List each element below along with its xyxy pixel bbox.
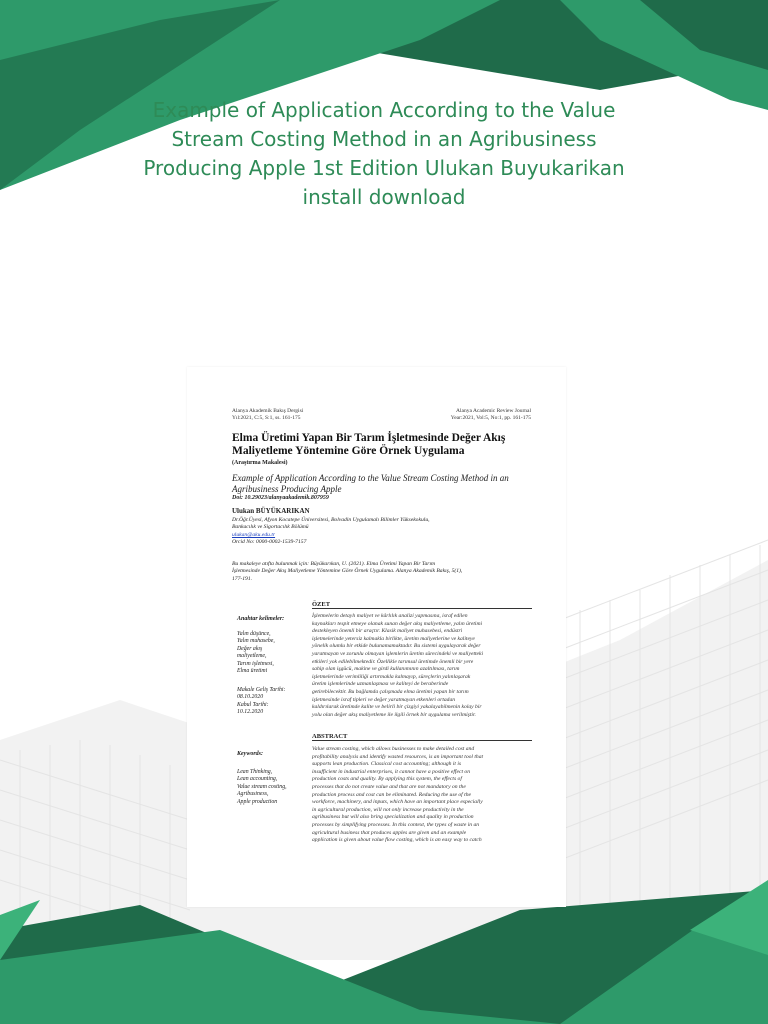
ozet-line: etkileri yok edilebilmektedir. Özellikle tarımsal üretimde önemli bir yere [312,658,474,665]
header-left-line: Yıl:2021, C:5, S:1, ss. 161-175 [232,415,301,421]
header-right-line: Year:2021, Vol:5, No:1, pp. 161-175 [450,415,531,421]
title-en-line: Example of Application According to the Value Stream Costing Method in an [232,473,509,483]
keywords-list [237,769,287,806]
ozet-line: getirebilecektir. Bu bağlamda çalışmada elma üretimi yapan bir tarım [312,688,469,695]
keyword-item: Apple production [237,798,278,805]
keyword-item: Agribusiness, [237,791,269,798]
date-line: Makale Geliş Tarihi: [237,687,286,693]
ozet-line: işletmelerinde verimliliği artırmakla kalmayıp, süreçlerin yalınlaşarak [312,673,471,680]
abstract-line: agricultural business that produces apples are given and an example [312,829,467,836]
citation-line: Bu makaleye atıfta bulunmak için: Büyükarıkan, U. (2021). Elma Üretimi Yapan Bir Tarım [232,561,436,567]
anahtar-kelimeler-label: Anahtar kelimeler: [237,616,285,622]
ozet-line: üretim işlemlerinde uzmanlaşması ve kaliteyi de beraberinde [312,681,449,688]
ozet-line: işletmesinde israf tipleri ve değer yaratmayan etkenleri ortadan [312,696,456,703]
journal-header-right [451,408,531,422]
ozet-line: yaratmayan ve zorunlu olmayan işlemlerin üretim sürecindeki ve maliyetteki [312,650,484,657]
keyword-item: Lean Thinking, [237,769,273,775]
paper-title-tr [232,432,542,458]
article-type: (Araştırma Makalesi) [232,460,288,466]
abstract-line: processes that do not create value and that are not mandatory on the [312,783,466,790]
abstract-line: Value stream costing, which allows businesses to make detailed cost and [312,746,475,752]
date-line: Kabul Tarihi: [237,701,269,708]
ozet-line: yolu olan değer akış maliyetleme ile ilgili örnek bir uygulama verilmiştir. [312,711,476,718]
ozet-line: işletmelerinde yetersiz kalmakla birlikte, üretim maliyetlerine ve kaliteye [312,635,475,642]
author-email-link[interactable]: ulukan@aku.edu.tr [232,531,276,538]
title-en-line: Agribusiness Producing Apple [232,484,342,494]
citation-note [232,561,532,583]
article-dates-tr [237,687,285,717]
abstract-line: production process and cost can be eliminated. Reducing the use of the [312,791,471,798]
date-line: 08.10.2020 [237,694,264,701]
keyword-item: Elma üretimi [237,668,268,675]
affiliation-line: Dr.Öğr.Üyesi, Afyon Kocatepe Üniversitesi, Bolvadin Uygulamalı Bilimler Yüksekokulu, [232,517,430,523]
keyword-item: Tarım işletmesi, [237,660,274,667]
ozet-line: kaldırılarak üretimde kalite ve belirli bir çizgiyi yakalayabilmenin kolay bir [312,704,482,711]
keywords-label: Keywords: [237,751,263,757]
ozet-line: kaynakları tespit etmeye olanak sunan değer akış maliyetleme, yalın üretimi [312,620,483,627]
author-affiliation [232,517,552,547]
keyword-item: Lean accounting, [237,776,278,783]
abstract-text [312,746,532,845]
author-name: Ulukan BÜYÜKARIKAN [232,507,310,515]
date-line: 10.12.2020 [237,709,264,716]
abstract-line: workforce, machinery, and inputs, which have an important place especially [312,799,483,806]
title-tr-line: Elma Üretimi Yapan Bir Tarım İşletmesinde Değer Akış [232,432,506,444]
abstract-line: insufficient in industrial enterprises, it cannot have a positive effect on [312,768,470,775]
ozet-line: sahip olan işgücü, makine ve girdi kullanımının azaltılması, tarım [312,666,460,673]
ozet-line: yönelik olumlu bir etkide bulunamamaktadır. Bu sistemi uygulayarak değer [312,643,481,650]
ozet-line: İşletmelerin detaylı maliyet ve kârlılık analizi yapmasına, israf edilen [312,613,468,619]
abstract-line: agribusiness but will also bring specialization and quality in production [312,814,474,821]
doi: Doi: 10.29023/alanyaakademik.807959 [232,495,329,501]
citation-line: İşletmesinde Değer Akış Maliyetleme Yöntemine Göre Örnek Uygulama. Alanya Akademik Bakış, 5(1), [232,568,463,575]
abstract-line: processes by simplifying processes. In this context, the types of waste in an [312,821,480,828]
abstract-line: application is given about value flow costing, which is an easy way to catch [312,837,482,844]
paper-title-en [232,473,552,495]
journal-header-left [232,408,303,422]
keyword-item: Value stream costing, [237,783,287,790]
citation-line: 177-191. [232,575,253,582]
affiliation-line: Bankacılık ve Sigortacılık Bölümü [232,524,309,531]
orcid: Orcid No: 0000-0002-1539-7157 [232,539,307,546]
keyword-item: maliyetleme, [237,653,267,660]
abstract-line: production costs and quality. By applying this system, the effects of [312,776,462,783]
title-tr-line: Maliyetleme Yöntemine Göre Örnek Uygulama [232,445,465,457]
anahtar-kelimeler-list [237,631,275,675]
keyword-item: Değer akış [237,645,263,652]
keyword-item: Yalın düşünce, [237,631,271,637]
header-left-line: Alanya Akademik Bakış Dergisi [232,408,304,414]
abstract-line: profitability analysis and identify wasted resources, is an important tool that [312,753,484,760]
keyword-item: Yalın muhasebe, [237,638,275,645]
abstract-line: in agricultural production, will not only increase productivity in the [312,806,464,813]
ozet-text [312,613,532,719]
abstract-heading: ABSTRACT [312,733,532,741]
abstract-line: supports lean production. Classical cost accounting; although it is [312,761,462,768]
document-preview[interactable] [187,367,566,907]
ozet-heading: ÖZET [312,601,532,609]
ozet-line: destekleyen önemli bir araçtır. Klasik maliyet muhasebesi, endüstri [312,628,463,635]
header-right-line: Alanya Academic Review Journal [456,408,531,414]
page-title: Example of Application According to the Value Stream Costing Method in an Agribusiness Producing Apple 1st Edition Ulukan Buyukarikan install download [143,98,625,209]
